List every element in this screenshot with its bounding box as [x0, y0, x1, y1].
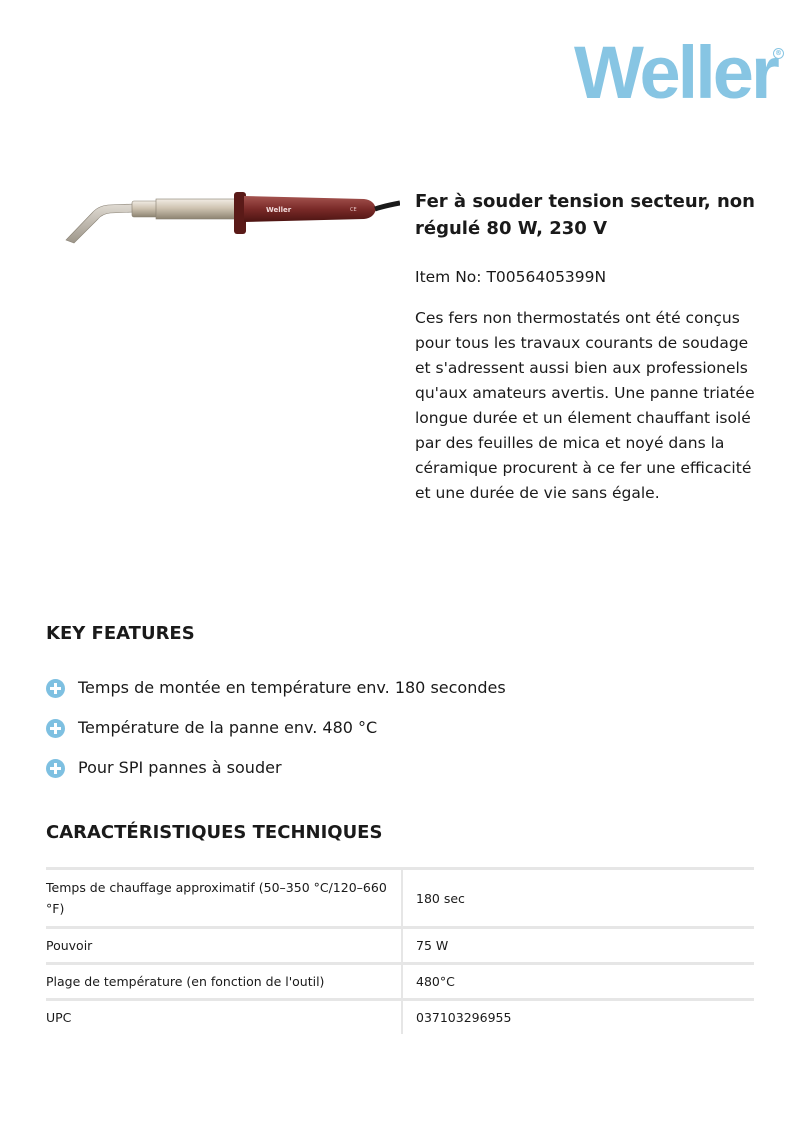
item-number: Item No: T0056405399N	[415, 268, 607, 286]
key-features-list	[46, 668, 506, 788]
plus-circle-icon	[46, 759, 65, 778]
spec-label: Temps de chauffage approximatif (50–350 °C/120–660 °F)	[46, 869, 402, 928]
iron-shaft	[156, 199, 240, 219]
solder-tip	[66, 204, 134, 243]
registered-mark: ®	[775, 49, 782, 57]
table-row	[46, 928, 754, 964]
feature-text: Température de la panne env. 480 °C	[78, 718, 378, 737]
spec-value: 180 sec	[402, 869, 754, 928]
product-title: Fer à souder tension secteur, non régulé 80 W, 230 V	[415, 191, 755, 239]
spec-label: Plage de température (en fonction de l'outil)	[46, 964, 402, 1000]
tip-barrel	[132, 201, 158, 217]
spec-value: 75 W	[402, 928, 754, 964]
specs-table	[46, 867, 754, 1034]
table-row	[46, 1000, 754, 1035]
feature-text: Temps de montée en température env. 180 secondes	[78, 678, 506, 697]
feature-item	[46, 748, 506, 788]
table-row	[46, 869, 754, 928]
spec-label: Pouvoir	[46, 928, 402, 964]
product-image	[62, 183, 400, 261]
feature-item	[46, 708, 506, 748]
plus-circle-icon	[46, 679, 65, 698]
spec-value: 480°C	[402, 964, 754, 1000]
feature-item	[46, 668, 506, 708]
weller-logo: Weller	[574, 31, 777, 114]
power-cable	[375, 203, 400, 209]
product-description: Ces fers non thermostatés ont été conçus pour tous les travaux courants de soudage et s'adressent aussi bien aux professionels qu'aux amateurs avertis. Une panne triatée longue durée et un élement chauffant isolé par des feuilles de mica et noyé dans la céramique procurent à ce fer une efficacité et une durée de vie sans égale.	[415, 309, 755, 502]
handle-brand-label: Weller	[266, 206, 292, 214]
table-row	[46, 964, 754, 1000]
technical-heading: CARACTÉRISTIQUES TECHNIQUES	[46, 822, 383, 843]
spec-value: 037103296955	[402, 1000, 754, 1035]
plus-circle-icon	[46, 719, 65, 738]
key-features-heading: KEY FEATURES	[46, 623, 195, 644]
handle-ce-mark: CE	[350, 207, 357, 213]
spec-label: UPC	[46, 1000, 402, 1035]
feature-text: Pour SPI pannes à souder	[78, 758, 282, 777]
